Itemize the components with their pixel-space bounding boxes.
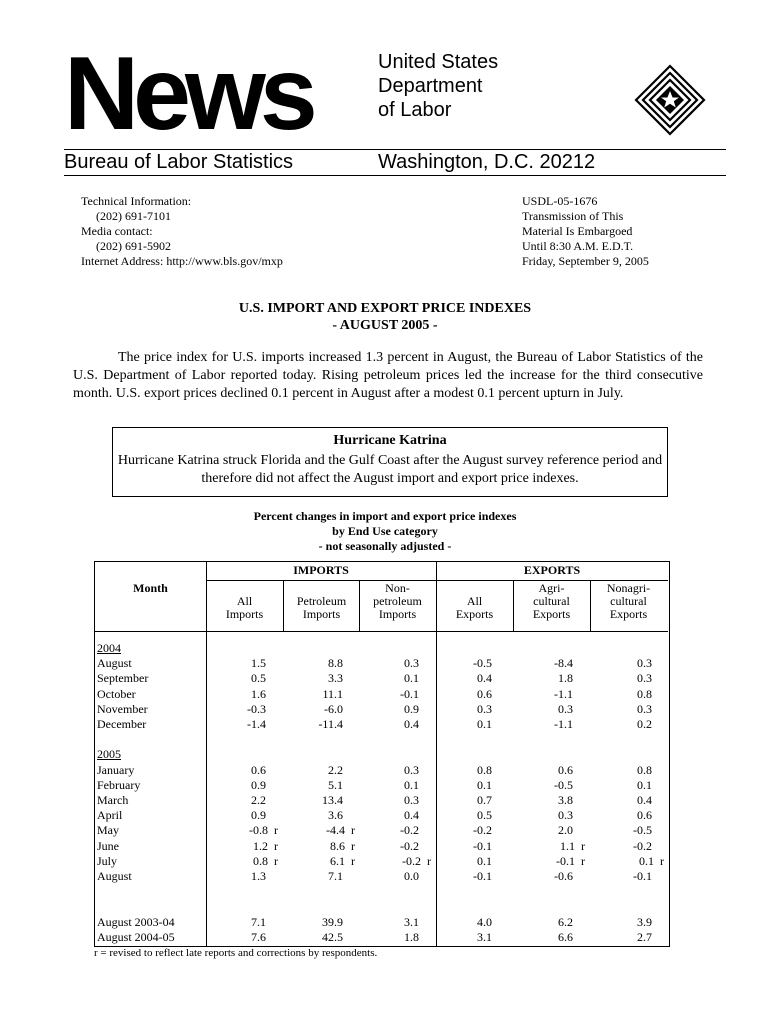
- table-cell: -0.2: [473, 823, 492, 838]
- table-cell: 1.3: [251, 869, 266, 883]
- table-cell: 0.4: [404, 808, 419, 823]
- table-cell: 0.3: [558, 701, 573, 716]
- table-cell: 0.9: [251, 808, 266, 823]
- table-cell: 1.2 r: [253, 838, 278, 853]
- table-cell: -0.5: [554, 777, 573, 792]
- table-cell: -0.5: [473, 656, 492, 671]
- tech-info-phone: (202) 691-7101: [96, 209, 171, 223]
- table-cell: -0.3: [247, 701, 266, 716]
- table-cell: 0.9: [404, 701, 419, 716]
- table-cell: 3.3: [328, 671, 343, 686]
- table-cell: 0.3: [637, 671, 652, 686]
- table-cell: 0.6: [251, 762, 266, 777]
- table-cell: -0.2: [400, 823, 419, 838]
- column-header: Imports: [378, 607, 417, 621]
- table-cell: -0.1: [400, 686, 419, 701]
- table-cell: 0.8: [637, 686, 652, 701]
- embargo-line: Friday, September 9, 2005: [522, 254, 649, 268]
- contact-block: [81, 194, 283, 269]
- column-header: cultural: [533, 594, 570, 608]
- embargo-line: Material Is Embargoed: [522, 224, 633, 238]
- table-cell: -0.6: [554, 869, 573, 883]
- table-cell: 7.1: [328, 869, 343, 883]
- exports-header: EXPORTS: [523, 563, 581, 577]
- table-cell: 2.0: [558, 823, 573, 838]
- column-header: All: [236, 594, 253, 608]
- table-cell: 1.5: [251, 656, 266, 671]
- table-cell: 5.1: [328, 777, 343, 792]
- table-cell: 0.5: [477, 808, 492, 823]
- table-cell: 3.8: [558, 793, 573, 807]
- column-header: petroleum: [373, 594, 422, 608]
- table-cell: 0.6: [558, 762, 573, 777]
- table-cell: 0.1: [404, 671, 419, 686]
- table-cell: -0.1: [473, 838, 492, 853]
- column-header: Petroleum: [296, 594, 347, 608]
- column-header: Agri-: [538, 581, 565, 595]
- internet-address: Internet Address: http://www.bls.gov/mxp: [81, 254, 283, 268]
- table-cell: 0.3: [477, 701, 492, 716]
- masthead-rule-bottom: [64, 175, 726, 176]
- bureau-name: Bureau of Labor Statistics: [64, 151, 294, 173]
- table-cell: 39.9: [322, 914, 343, 929]
- department-name: [378, 50, 498, 122]
- month-label: January: [97, 762, 135, 777]
- news-wordmark: News: [64, 36, 312, 152]
- column-header: Nonagri-: [606, 581, 651, 595]
- table-cell: 0.0: [404, 869, 419, 883]
- table-cell: -4.4 r: [326, 823, 355, 838]
- table-cell: 7.1: [251, 914, 266, 929]
- table-cell: 0.8 r: [253, 853, 278, 868]
- table-cell: 11.1: [322, 686, 343, 701]
- table-cell: 0.5: [251, 671, 266, 686]
- table-cell: -1.1: [554, 686, 573, 701]
- table-cell: 1.8: [404, 929, 419, 944]
- month-label: March: [97, 793, 129, 807]
- column-header: Imports: [225, 607, 264, 621]
- month-label: August: [97, 869, 132, 883]
- price-index-table: [94, 561, 670, 947]
- table-cell: -1.1: [554, 717, 573, 731]
- year-label: 2004: [97, 641, 121, 655]
- table-cell: 0.4: [477, 671, 492, 686]
- month-label: October: [97, 686, 136, 701]
- department-line: United States: [378, 51, 499, 73]
- table-cell: 13.4: [322, 793, 343, 807]
- table-cell: 8.6 r: [330, 838, 355, 853]
- lead-paragraph: [73, 349, 703, 403]
- month-label: August: [97, 656, 132, 671]
- table-cell: 0.7: [477, 793, 492, 807]
- media-contact-label: Media contact:: [81, 224, 153, 238]
- table-cell: 0.8: [637, 762, 652, 777]
- table-cell: 0.6: [477, 686, 492, 701]
- table-cell: 0.1: [477, 777, 492, 792]
- table-cell: 0.3: [404, 762, 419, 777]
- paragraph-text: The price index for U.S. imports increased 1.3 percent in August, the Bureau of Labor Statistics of the U.S. Department of Labor reported today. Rising petroleum prices led the increase for the third consecutive month. U.S. export prices declined 0.1 percent in August after a modest 0.1 percent upturn in July.: [73, 350, 703, 401]
- table-cell: -0.5: [633, 823, 652, 838]
- month-label: July: [97, 853, 118, 868]
- katrina-title: Hurricane Katrina: [333, 433, 447, 448]
- department-line: Department: [378, 75, 483, 97]
- table-cell: 0.1: [637, 777, 652, 792]
- column-header: Exports: [455, 607, 494, 621]
- katrina-notice-box: [112, 427, 668, 497]
- dol-seal-icon: [634, 64, 706, 136]
- embargo-line: Until 8:30 A.M. E.D.T.: [522, 239, 634, 253]
- table-cell: -0.8 r: [249, 823, 278, 838]
- caption-line: - not seasonally adjusted -: [318, 539, 452, 553]
- table-divider: [206, 580, 668, 581]
- table-cell: 0.8: [477, 762, 492, 777]
- table-cell: -0.1 r: [556, 853, 585, 868]
- table-cell: -0.2: [400, 838, 419, 853]
- department-line: of Labor: [378, 99, 452, 121]
- table-cell: 0.4: [404, 717, 419, 731]
- column-header: All: [466, 594, 483, 608]
- katrina-text: Hurricane Katrina struck Florida and the Gulf Coast after the August survey reference period and therefore did not affect the August import and export price indexes.: [117, 453, 663, 486]
- table-cell: 0.1: [477, 853, 492, 868]
- table-cell: 0.4: [637, 793, 652, 807]
- table-cell: 7.6: [251, 929, 266, 944]
- column-header: Exports: [609, 607, 648, 621]
- table-cell: 8.8: [328, 656, 343, 671]
- table-cell: 2.2: [328, 762, 343, 777]
- table-cell: 0.3: [404, 656, 419, 671]
- table-cell: 0.3: [558, 808, 573, 823]
- table-cell: -1.4: [247, 717, 266, 731]
- table-divider: [95, 631, 668, 632]
- title-line: U.S. IMPORT AND EXPORT PRICE INDEXES: [238, 301, 532, 316]
- table-cell: 4.0: [477, 914, 492, 929]
- table-cell: -0.1: [473, 869, 492, 883]
- table-cell: 0.9: [251, 777, 266, 792]
- tech-info-label: Technical Information:: [81, 194, 192, 208]
- release-title: [0, 300, 770, 334]
- table-cell: -0.2 r: [402, 853, 431, 868]
- year-label: 2005: [97, 747, 121, 762]
- table-cell: 0.3: [404, 793, 419, 807]
- table-cell: -8.4: [554, 656, 573, 671]
- table-cell: -0.1: [633, 869, 652, 883]
- table-cell: 0.3: [637, 701, 652, 716]
- table-cell: -6.0: [324, 701, 343, 716]
- month-label: September: [97, 671, 149, 686]
- table-cell: -0.2: [633, 838, 652, 853]
- month-label: August 2003-04: [97, 914, 175, 929]
- table-cell: 1.1 r: [560, 838, 585, 853]
- media-contact-phone: (202) 691-5902: [96, 239, 171, 253]
- embargo-line: Transmission of This: [522, 209, 624, 223]
- table-cell: 1.8: [558, 671, 573, 686]
- table-cell: 3.9: [637, 914, 652, 929]
- month-label: August 2004-05: [97, 929, 175, 944]
- table-cell: 3.1: [404, 914, 419, 929]
- title-line: - AUGUST 2005 -: [332, 318, 438, 333]
- column-header: Non-: [385, 581, 410, 595]
- table-cell: 3.1: [477, 929, 492, 944]
- caption-line: by End Use category: [332, 524, 438, 538]
- caption-line: Percent changes in import and export price indexes: [253, 509, 517, 523]
- table-caption: [0, 509, 770, 554]
- month-label: April: [97, 808, 123, 823]
- table-cell: -11.4: [318, 717, 343, 731]
- table-cell: 0.6: [637, 808, 652, 823]
- imports-header: IMPORTS: [293, 563, 349, 577]
- table-cell: 0.1 r: [639, 853, 664, 868]
- table-cell: 0.1: [404, 777, 419, 792]
- month-label: February: [97, 777, 141, 792]
- month-label: December: [97, 717, 147, 731]
- month-label: May: [97, 823, 119, 838]
- table-cell: 3.6: [328, 808, 343, 823]
- embargo-line: USDL-05-1676: [522, 194, 598, 208]
- table-cell: 6.1 r: [330, 853, 355, 868]
- table-cell: 2.7: [637, 929, 652, 944]
- column-header: cultural: [610, 594, 647, 608]
- table-cell: 2.2: [251, 793, 266, 807]
- location: Washington, D.C. 20212: [378, 151, 596, 173]
- table-cell: 6.6: [558, 929, 573, 944]
- table-cell: 0.3: [637, 656, 652, 671]
- column-header: Exports: [532, 607, 571, 621]
- column-header: Imports: [302, 607, 341, 621]
- month-label: November: [97, 701, 148, 716]
- table-cell: 42.5: [322, 929, 343, 944]
- table-cell: 0.2: [637, 717, 652, 731]
- table-cell: 0.1: [477, 717, 492, 731]
- table-cell: 6.2: [558, 914, 573, 929]
- table-cell: 1.6: [251, 686, 266, 701]
- embargo-block: [522, 194, 649, 269]
- month-header: Month: [133, 581, 168, 595]
- footnote: r = revised to reflect late reports and corrections by respondents.: [94, 947, 378, 959]
- month-label: June: [97, 838, 119, 853]
